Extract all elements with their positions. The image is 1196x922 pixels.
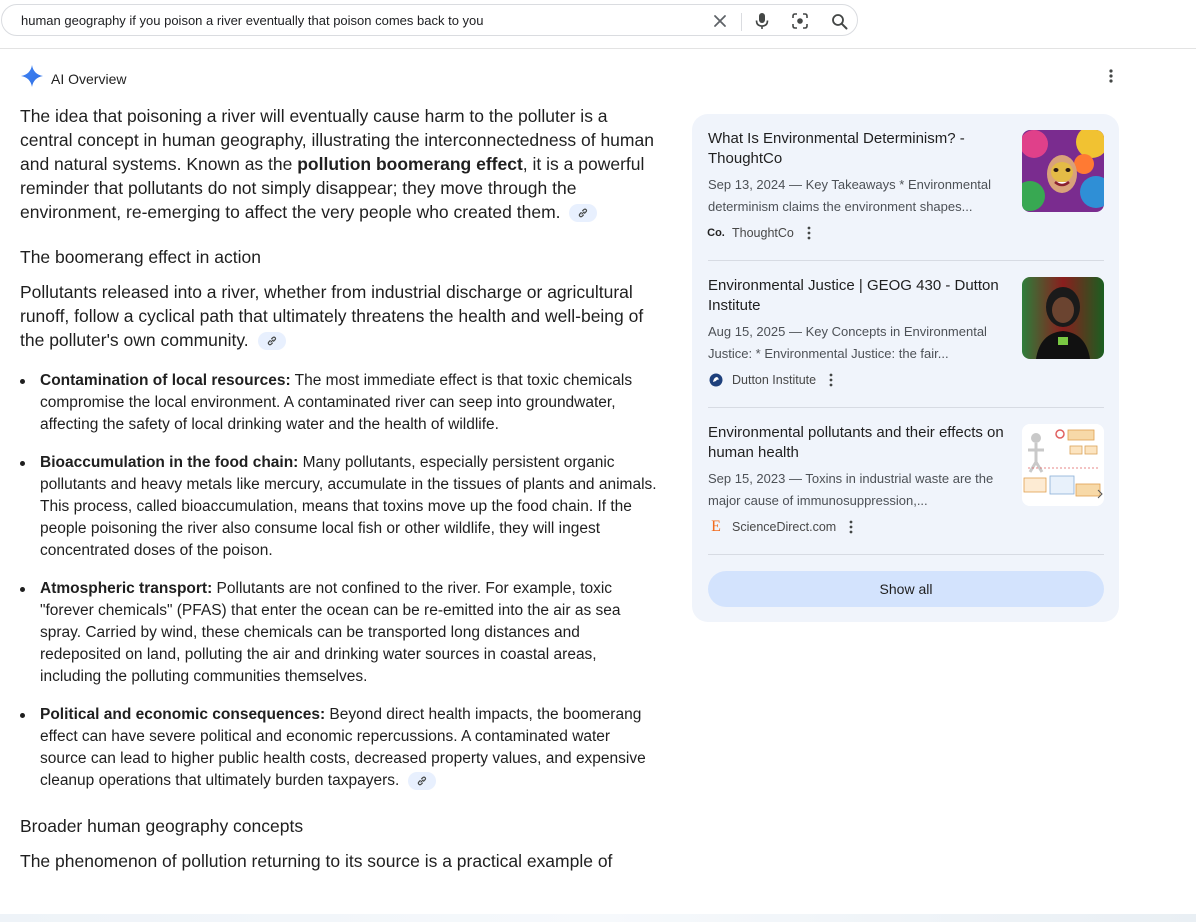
list-item-term: Atmospheric transport: (40, 580, 213, 597)
intro-paragraph (20, 104, 660, 224)
dutton-favicon-icon (708, 372, 724, 388)
thoughtco-favicon-icon: Co. (707, 227, 725, 239)
list-item (20, 578, 660, 688)
search-icon[interactable] (830, 12, 848, 30)
source-link-icon[interactable] (258, 332, 286, 350)
ai-overview-header (20, 64, 126, 93)
list-item-term: Political and economic consequences: (40, 706, 326, 723)
gemini-sparkle-icon (20, 64, 44, 93)
source-site-name: Dutton Institute (732, 373, 817, 387)
list-item-text: Many pollutants, especially persistent organic pollutants and heavy metals like mercury, accumulate in the tissues of plants and animals. This process, called bioaccumulation, means that toxins move up the food chain. If the people poisoning the river also consume local fish or other wildlife, they will ingest concentrated doses of the poison. (40, 454, 657, 559)
close-icon[interactable] (711, 12, 729, 30)
source-thumbnail[interactable] (1022, 277, 1104, 359)
source-meta (708, 519, 854, 535)
source-divider (708, 554, 1104, 555)
sciencedirect-favicon-icon: E (711, 518, 721, 535)
list-item (20, 704, 660, 792)
list-item-text: Beyond direct health impacts, the boomerang effect can have severe political and economic repercussions. A contaminated water source can lead to higher public health costs, decreased property values, and expensive cleanup operations that ultimately burden taxpayers. (40, 706, 646, 789)
list-item-text: Pollutants are not confined to the river. For example, toxic "forever chemicals" (PFAS) that enter the ocean can be re-emitted into the air as sea spray. Carried by wind, these chemicals can be transported long distances and redeposited on land, polluting the air and drinking water sources in coastal areas, including the polluting communities themselves. (40, 580, 621, 685)
effects-list (20, 370, 660, 792)
source-thumbnail[interactable] (1022, 424, 1104, 506)
more-options-icon[interactable] (1104, 67, 1118, 85)
list-item-text: The most immediate effect is that toxic chemicals compromise the local environment. A contaminated river can seep into groundwater, affecting the safety of local drinking water and the health of wildlife. (40, 372, 633, 433)
source-title[interactable]: Environmental Justice | GEOG 430 - Dutton Institute (708, 277, 999, 314)
source-site-name: ScienceDirect.com (732, 520, 837, 534)
intro-text-end: , it is a powerful reminder that pollutants do not simply disappear; they move through the environment, re-emerging to affect the very people who created them. (20, 154, 645, 222)
source-more-icon[interactable] (806, 226, 812, 240)
list-item-term: Contamination of local resources: (40, 372, 291, 389)
sources-panel (692, 114, 1119, 622)
source-snippet: Aug 15, 2025 — Key Concepts in Environmental Justice: * Environmental Justice: the fair... (708, 324, 987, 361)
intro-bold-term: pollution boomerang effect (297, 154, 523, 174)
show-all-button[interactable]: Show all (708, 571, 1104, 607)
section1-paragraph (20, 280, 660, 352)
source-card[interactable] (708, 276, 1104, 406)
search-input[interactable]: human geography if you poison a river eventually that poison comes back to you (21, 13, 484, 28)
section-heading-broader: Broader human geography concepts (20, 816, 304, 836)
list-item (20, 370, 660, 436)
source-more-icon[interactable] (848, 520, 854, 534)
source-card[interactable] (708, 129, 1104, 259)
source-meta (708, 225, 812, 241)
list-item-term: Bioaccumulation in the food chain: (40, 454, 299, 471)
source-site-name: ThoughtCo (732, 226, 794, 240)
source-divider (708, 260, 1104, 261)
section-heading-boomerang: The boomerang effect in action (20, 247, 261, 267)
section2-paragraph: The phenomenon of pollution returning to its source is a practical example of (20, 851, 613, 871)
bottom-edge (0, 914, 1196, 922)
source-link-icon[interactable] (408, 772, 436, 790)
source-snippet: Sep 13, 2024 — Key Takeaways * Environmental determinism claims the environment shapes... (708, 177, 992, 214)
lens-icon[interactable] (791, 12, 809, 30)
source-snippet: Sep 15, 2023 — Toxins in industrial waste are the major cause of immunosuppression,... (708, 471, 994, 508)
section1-text: Pollutants released into a river, whether from industrial discharge or agricultural runoff, follow a cyclical path that ultimately threatens the health and well-being of the polluter's own community. (20, 282, 644, 350)
ai-overview-title: AI Overview (51, 70, 127, 87)
source-title[interactable]: Environmental pollutants and their effects on human health (708, 424, 1004, 461)
list-item (20, 452, 660, 562)
source-title[interactable]: What Is Environmental Determinism? - ThoughtCo (708, 130, 965, 167)
overview-content (20, 104, 660, 873)
search-box[interactable] (1, 4, 858, 36)
search-divider (741, 13, 742, 31)
header-divider (0, 48, 1196, 49)
source-card[interactable] (708, 423, 1104, 553)
source-thumbnail[interactable] (1022, 130, 1104, 212)
source-divider (708, 407, 1104, 408)
source-more-icon[interactable] (828, 373, 834, 387)
source-meta (708, 372, 834, 388)
source-link-icon[interactable] (569, 204, 597, 222)
mic-icon[interactable] (753, 12, 771, 30)
intro-text: The idea that poisoning a river will eventually cause harm to the polluter is a central concept in human geography, illustrating the interconnectedness of human and natural systems. Known as the (20, 106, 654, 174)
